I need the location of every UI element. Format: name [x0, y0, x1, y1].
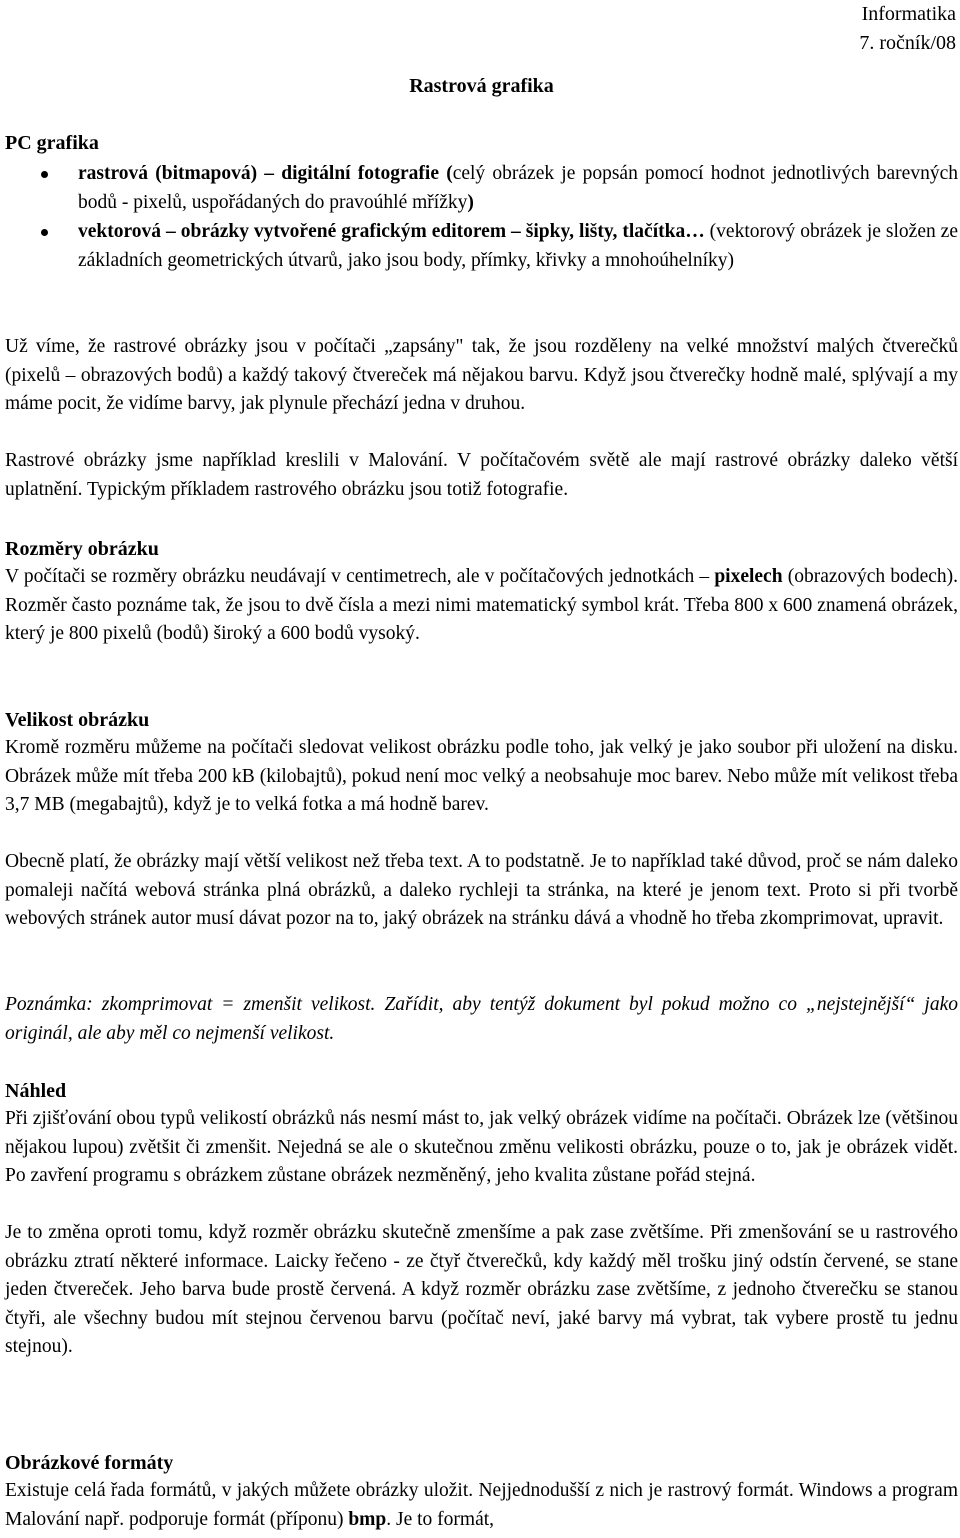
intro-paragraph-1: Už víme, že rastrové obrázky jsou v počítači „zapsány" tak, že jsou rozděleny na velké množství malých čtverečků (pixelů – obrazových bodů) a každý takový čtvereček má nějakou barvu. Když jsou čtverečky hodně malé, splývají a my máme pocit, že vidíme barvy, jak plynule přechází jedna v druhou.: [5, 336, 958, 414]
list-item-bold: vektorová – obrázky vytvořené grafickým editorem – šipky, lišty, tlačítka…: [78, 221, 705, 242]
velikost-paragraph-2: Obecně platí, že obrázky mají větší velikost než třeba text. A to podstatně. Je to například také důvod, proč se nám daleko pomaleji načítá webová stránka plná obrázků, a daleko rychleji ta stránka, na které je jenom text. Proto si při tvorbě webových stránek autor musí dávat pozor na to, jaký obrázek na stránku dává a vhodně ho třeba zkomprimovat, upravit.: [5, 851, 958, 929]
rozmery-paragraph: [5, 563, 958, 649]
formaty-text-a: Existuje celá řada formátů, v jakých můžete obrázky uložit. Nejjednodušší z nich je rastrový formát. Windows a program Malování např. podporuje formát (příponu): [5, 1480, 958, 1530]
formaty-text-b: . Je to formát,: [386, 1508, 495, 1530]
rozmery-bold: pixelech: [714, 566, 783, 587]
heading-velikost: Velikost obrázku: [5, 709, 150, 731]
formaty-paragraph: [5, 1477, 958, 1534]
velikost-note: Poznámka: zkomprimovat = zmenšit velikost. Zařídit, aby tentýž dokument byl pokud možno co „nejstejnější“ jako originál, ale aby měl co nejmenší velikost.: [5, 994, 958, 1044]
rozmery-text-a: V počítači se rozměry obrázku neudávají v centimetrech, ale v počítačových jednotkách –: [5, 566, 715, 587]
section-pc-grafika: PC grafika: [5, 132, 99, 154]
graphics-type-list: [5, 159, 958, 275]
document-title: Rastrová grafika: [409, 75, 554, 97]
intro-paragraph-2: Rastrové obrázky jsme například kreslili v Malování. V počítačovém světě ale mají rastrové obrázky daleko větší uplatnění. Typickým příkladem rastrového obrázku jsou totiž fotografie.: [5, 450, 958, 500]
nahled-paragraph-1: Při zjišťování obou typů velikostí obrázků nás nesmí mást to, jak velký obrázek vidíme na počítači. Obrázek lze (většinou nějakou lupou) zvětšit či zmenšit. Nejedná se ale o skutečnou změnu velikosti obrázku, pouze o to, jak je obrázek vidět. Po zavření programu s obrázkem zůstane obrázek nezměněný, jeho kvalita zůstane pořád stejná.: [5, 1108, 958, 1186]
list-item-rastrova: [5, 159, 958, 217]
heading-formaty: Obrázkové formáty: [5, 1452, 174, 1474]
nahled-paragraph-2: Je to změna oproti tomu, když rozměr obrázku skutečně zmenšíme a pak zase zvětšíme. Při zmenšování se u rastrového obrázku ztratí některé informace. Laicky řečeno - ze čtyř čtverečků, kdy každý měl trošku jiný odstín červené, se stane jeden čtvereček. Jeho barva bude prostě červená. A když rozměr obrázku zase zvětšíme, z jednoho čtverečku se stanou čtyři, ale všechny budou mít stejnou červenou barvu (počítač neví, jaké barvy má vybrat, tak vybere prostě tu jednu stejnou).: [5, 1222, 958, 1357]
bullet-icon: [41, 229, 48, 236]
header-grade: 7. ročník/08: [859, 32, 956, 54]
list-item-text: (vektorový obrázek je složen ze základních geometrických útvarů, jako jsou body, přímky, křivky a mnohoúhelníky): [78, 221, 958, 271]
velikost-paragraph-1: Kromě rozměru můžeme na počítači sledovat velikost obrázku podle toho, jak velký je jako soubor při uložení na disku. Obrázek může mít třeba 200 kB (kilobajtů), pokud není moc velký a neobsahuje moc barev. Nebo může mít velikost třeba 3,7 MB (megabajtů), když je to velká fotka a má hodně barev.: [5, 737, 958, 815]
header-subject: Informatika: [861, 3, 956, 25]
rozmery-text-b: (obrazových bodech). Rozměr často poznáme tak, že jsou to dvě čísla a mezi nimi matematický symbol krát. Třeba 800 x 600 znamená obrázek, který je 800 pixelů (bodů) široký a 600 bodů vysoký.: [5, 566, 958, 644]
heading-rozmery: Rozměry obrázku: [5, 538, 159, 560]
list-item-text: celý obrázek je popsán pomocí hodnot jednotlivých barevných bodů - pixelů, uspořádaných do pravoúhlé mřížky: [78, 163, 958, 213]
heading-nahled: Náhled: [5, 1080, 67, 1102]
formaty-bold: bmp: [348, 1508, 387, 1530]
list-item-bold-end: ): [467, 192, 474, 213]
list-item-vektorova: [5, 217, 958, 275]
bullet-icon: [41, 171, 48, 178]
list-item-bold: rastrová (bitmapová) – digitální fotografie (: [78, 163, 453, 184]
document-header: [859, 0, 956, 58]
